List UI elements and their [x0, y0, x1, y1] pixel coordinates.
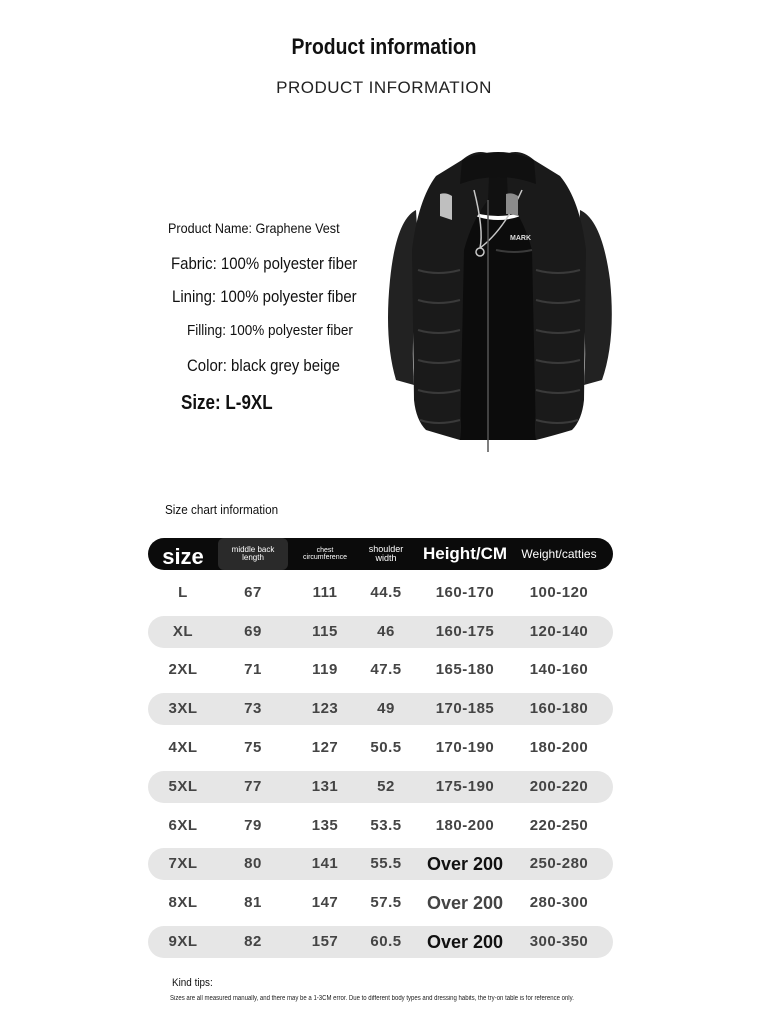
cell-length: 69 — [244, 622, 262, 640]
cell-chest: 127 — [311, 738, 339, 756]
cell-shoulder: 52 — [377, 777, 395, 795]
cell-weight: 100-120 — [529, 583, 589, 601]
cell-height: 160-170 — [435, 583, 495, 601]
table-header — [148, 538, 613, 570]
header-shoulder — [360, 538, 412, 570]
cell-size: L — [178, 583, 188, 601]
header-chest — [290, 538, 360, 570]
cell-length: 79 — [244, 816, 262, 834]
cell-shoulder: 50.5 — [370, 738, 402, 756]
cell-size: 9XL — [168, 932, 198, 950]
cell-shoulder: 55.5 — [370, 855, 402, 873]
cell-weight: 300-350 — [529, 932, 589, 950]
table-row — [148, 926, 613, 958]
cell-chest: 157 — [311, 932, 339, 950]
cell-height: Over 200 — [426, 931, 504, 952]
table-row — [148, 577, 613, 609]
cell-chest: 135 — [311, 816, 339, 834]
header-height: Height/CM — [422, 544, 508, 564]
header-chest-line2: circumference — [303, 554, 347, 561]
spec-filling: Filling: 100% polyester fiber — [187, 322, 353, 339]
cell-size: 4XL — [168, 738, 198, 756]
table-row — [148, 887, 613, 919]
cell-chest: 123 — [311, 700, 339, 718]
cell-size: 6XL — [168, 816, 198, 834]
cell-shoulder: 44.5 — [370, 583, 402, 601]
cell-height: 170-190 — [435, 738, 495, 756]
header-size: size — [162, 544, 204, 570]
cell-size: 7XL — [168, 855, 198, 873]
cell-weight: 120-140 — [529, 622, 589, 640]
cell-weight: 160-180 — [529, 700, 589, 718]
cell-height: 175-190 — [435, 777, 495, 795]
page-title: Product information — [291, 34, 477, 59]
cell-chest: 147 — [311, 894, 339, 912]
cell-weight: 140-160 — [529, 661, 589, 679]
cell-shoulder: 57.5 — [370, 894, 402, 912]
page-subtitle: PRODUCT INFORMATION — [276, 78, 492, 97]
header-chest-line1: chest — [316, 546, 334, 554]
cell-length: 77 — [244, 777, 262, 795]
cell-weight: 280-300 — [529, 894, 589, 912]
spec-lining: Lining: 100% polyester fiber — [172, 287, 357, 306]
header-weight: Weight/catties — [521, 546, 597, 561]
measurement-note: Sizes are all measured manually, and there may be a 1-3CM error. Due to different body types and dressing habits, the try-on table is for reference only. — [170, 995, 574, 1002]
cell-shoulder: 46 — [377, 622, 395, 640]
size-chart-caption: Size chart information — [165, 502, 279, 517]
header-length-line2: length — [242, 553, 264, 562]
brand-mark: MARK — [510, 235, 531, 242]
cell-length: 67 — [244, 583, 262, 601]
cell-length: 81 — [244, 894, 262, 912]
cell-length: 80 — [244, 855, 262, 873]
cell-weight: 250-280 — [529, 855, 589, 873]
table-row — [148, 654, 613, 686]
cell-height: 170-185 — [435, 700, 495, 718]
cell-height: 160-175 — [435, 622, 495, 640]
header-length-line1: middle back — [231, 544, 275, 554]
cell-length: 82 — [244, 932, 262, 950]
spec-fabric: Fabric: 100% polyester fiber — [171, 254, 358, 273]
vest-photo-icon — [376, 140, 620, 462]
table-row — [148, 848, 613, 880]
spec-product-name: Product Name: Graphene Vest — [168, 220, 340, 236]
cell-chest: 115 — [312, 622, 338, 640]
cell-shoulder: 47.5 — [370, 661, 402, 679]
cell-weight: 220-250 — [529, 816, 589, 834]
table-row — [148, 771, 613, 803]
spec-color: Color: black grey beige — [187, 356, 341, 375]
table-row — [148, 810, 613, 842]
table-row — [148, 693, 613, 725]
cell-chest: 111 — [312, 583, 338, 601]
cell-height: 180-200 — [435, 816, 495, 834]
cell-height: 165-180 — [435, 661, 495, 679]
cell-size: 2XL — [168, 661, 198, 679]
cell-chest: 141 — [311, 855, 339, 873]
cell-chest: 131 — [311, 777, 339, 795]
cell-shoulder: 53.5 — [370, 816, 402, 834]
cell-length: 73 — [244, 700, 262, 718]
cell-chest: 119 — [312, 661, 338, 679]
cell-size: 3XL — [168, 700, 198, 718]
table-row — [148, 616, 613, 648]
kind-tips-label: Kind tips: — [172, 977, 213, 989]
cell-size: 8XL — [168, 894, 198, 912]
cell-height: Over 200 — [426, 893, 504, 914]
cell-shoulder: 49 — [377, 700, 395, 718]
cell-size: 5XL — [168, 777, 198, 795]
cell-shoulder: 60.5 — [370, 932, 402, 950]
spec-size: Size: L-9XL — [181, 392, 273, 414]
size-chart-table — [148, 538, 613, 958]
cell-height: Over 200 — [426, 854, 504, 875]
cell-weight: 180-200 — [529, 738, 589, 756]
cell-length: 75 — [244, 738, 262, 756]
cell-length: 71 — [244, 661, 262, 679]
header-shoulder-line1: shoulder — [368, 543, 404, 554]
header-shoulder-line2: width — [375, 553, 397, 563]
cell-size: XL — [172, 622, 194, 640]
cell-weight: 200-220 — [529, 777, 589, 795]
header-length — [218, 538, 288, 570]
table-row — [148, 732, 613, 764]
